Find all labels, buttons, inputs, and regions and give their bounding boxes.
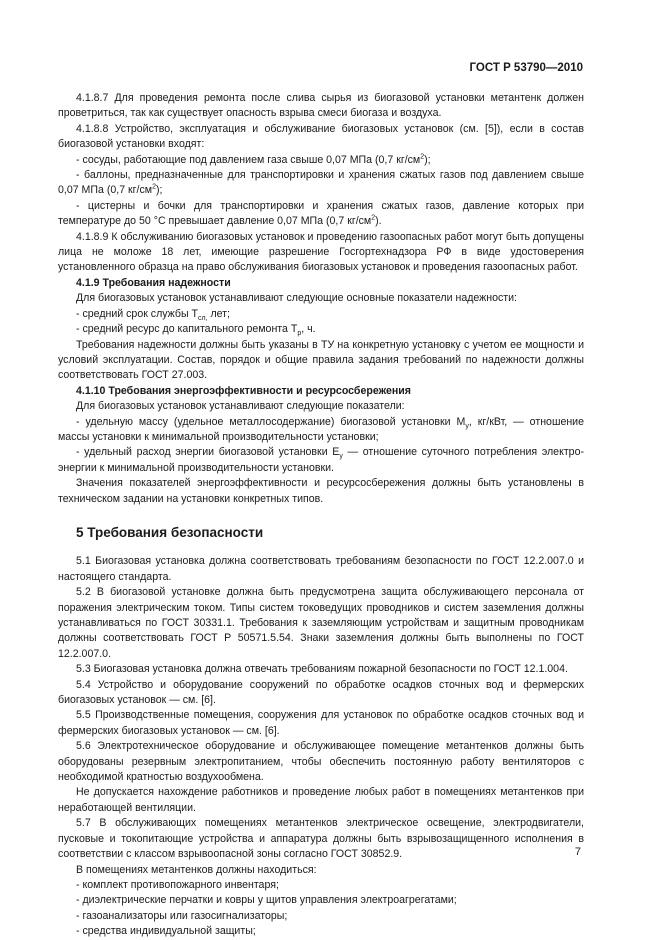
paragraph-5-7-items-intro: В помещениях метантенков должны находиться: — [76, 863, 317, 876]
heading-4-1-10: 4.1.10 Требования энергоэффективности и ресурсосбережения — [76, 384, 411, 397]
page-number: 7 — [574, 846, 581, 858]
paragraph-5-1: 5.1 Биогазовая установка должна соответствовать требованиям безопасности по ГОСТ 12.2.007.0 и настоящего стандарта. — [58, 555, 584, 583]
standard-header: ГОСТ Р 53790—2010 — [469, 62, 583, 74]
document-body — [58, 91, 584, 940]
list-item-specific-mass: - удельную массу (удельное металлосодержание) биогазовой установки $М_у$, кг/кВт, — отношение массы установки к минимальной производительности установки; — [58, 415, 584, 443]
paragraph-4-1-8-9: 4.1.8.9 К обслуживанию биогазовых установок и проведению газоопасных работ могут быть допущены лица не моложе 18 лет, имеющие разрешение Госгортехнадзора РФ в виде удостоверения установленного образца на право обслуживания биогазовых установок и проведения газоопасных работ. — [58, 230, 584, 274]
paragraph-5-4: 5.4 Устройство и оборудование сооружений по обработке осадков сточных вод и фермерских биогазовых установок — см. [6]. — [58, 678, 584, 707]
paragraph-5-2: 5.2 В биогазовой установке должна быть предусмотрена защита обслуживающего персонала от поражения электрическим током. Типы систем токоведущих проводников и систем заземления должны устанавливаться по ГОСТ 30331.1. Требования к заземляющим устройствам и защитным проводникам должны соответствовать ГОСТ Р 50571.5.54. Знаки заземления должны быть выполнены по ГОСТ 12.2.007.0. — [58, 586, 584, 660]
list-item-protective-equipment: - средства индивидуальной защиты; — [76, 925, 256, 938]
paragraph-5-6-ventilation: Не допускается нахождение работников и проведение любых работ в помещениях метантенков при неработающей вентиляции. — [58, 786, 584, 814]
paragraph-energy-values: Значения показателей энергоэффективности и ресурсосбережения должны быть установлены в техническом задании на установки конкретных типов. — [58, 477, 584, 505]
paragraph-reliability-intro: Для биогазовых установок устанавливают следующие основные показатели надежности: — [76, 292, 518, 305]
list-item-fire-equipment: - комплект противопожарного инвентаря; — [76, 878, 279, 891]
paragraph-energy-intro: Для биогазовых установок устанавливают следующие показатели: — [76, 400, 405, 413]
list-item-dielectric-gloves: - диэлектрические перчатки и ковры у щитов управления электроагрегатами; — [76, 894, 457, 907]
list-item-service-life: - средний срок службы $Т_{сл,}$ лет; — [76, 307, 230, 322]
list-item-specific-energy: - удельный расход энергии биогазовой установки $Е_у$ — отношение суточного потребления электро- энергии к минимальной производительности установки. — [58, 446, 584, 474]
paragraph-5-3: 5.3 Биогазовая установка должна отвечать требованиям пожарной безопасности по ГОСТ 12.1.004. — [76, 663, 568, 676]
list-item-overhaul-resource: - средний ресурс до капитального ремонта $Т_р$, ч. — [76, 323, 316, 338]
paragraph-5-6: 5.6 Электротехническое оборудование и обслуживающее помещение метантенков должны быть оборудованы резервным электропитанием, чтобы обеспечить постоянную работу вентиляторов с необходимой кратностью воздухообмена. — [58, 740, 584, 784]
paragraph-reliability-req: Требования надежности должны быть указаны в ТУ на конкретную установку с учетом ее мощности и условий эксплуатации. Состав, порядок и общие правила задания требований по надежности должны соответствовать ГОСТ 27.003. — [58, 338, 584, 382]
paragraph-5-5: 5.5 Производственные помещения, сооружения для установок по обработке осадков сточных вод и фермерских биогазовых установок — см. [6]. — [58, 709, 584, 737]
paragraph-4-1-8-8: 4.1.8.8 Устройство, эксплуатация и обслуживание биогазовых установок (см. [5]), если в состав биогазовой установки входят: — [58, 122, 584, 151]
section-5-heading: 5 Требования безопасности — [76, 524, 264, 540]
list-item-gas-analyzers: - газоанализаторы или газосигнализаторы; — [76, 909, 288, 922]
list-item-vessels: - сосуды, работающие под давлением газа свыше 0,07 МПа (0,7 $кг/см^2$); — [76, 153, 431, 166]
paragraph-4-1-8-7: 4.1.8.7 Для проведения ремонта после слива сырья из биогазовой установки метантенк должен проветриться, так как существует опасность взрыва смеси биогаза и воздуха. — [58, 92, 584, 120]
list-item-cylinders: - баллоны, предназначенные для транспортировки и хранения сжатых газов под давлением свыше 0,07 МПа (0,7 $кг/см^2$); — [58, 169, 584, 197]
list-item-tanks: - цистерны и бочки для транспортировки и хранения сжатых газов, давление которых при температуре до 50 °С превышает давление 0,07 МПа (0,7 $кг/см^2$). — [58, 199, 584, 228]
heading-4-1-9: 4.1.9 Требования надежности — [76, 276, 231, 289]
paragraph-5-7: 5.7 В обслуживающих помещениях метантенков электрическое освещение, электродвигатели, пусковые и токопитающие устройства и аппаратура должны быть взрывозащищенного исполнения в соответствии с классом взрывоопасной зоны согласно ГОСТ 30852.9. — [58, 817, 584, 861]
